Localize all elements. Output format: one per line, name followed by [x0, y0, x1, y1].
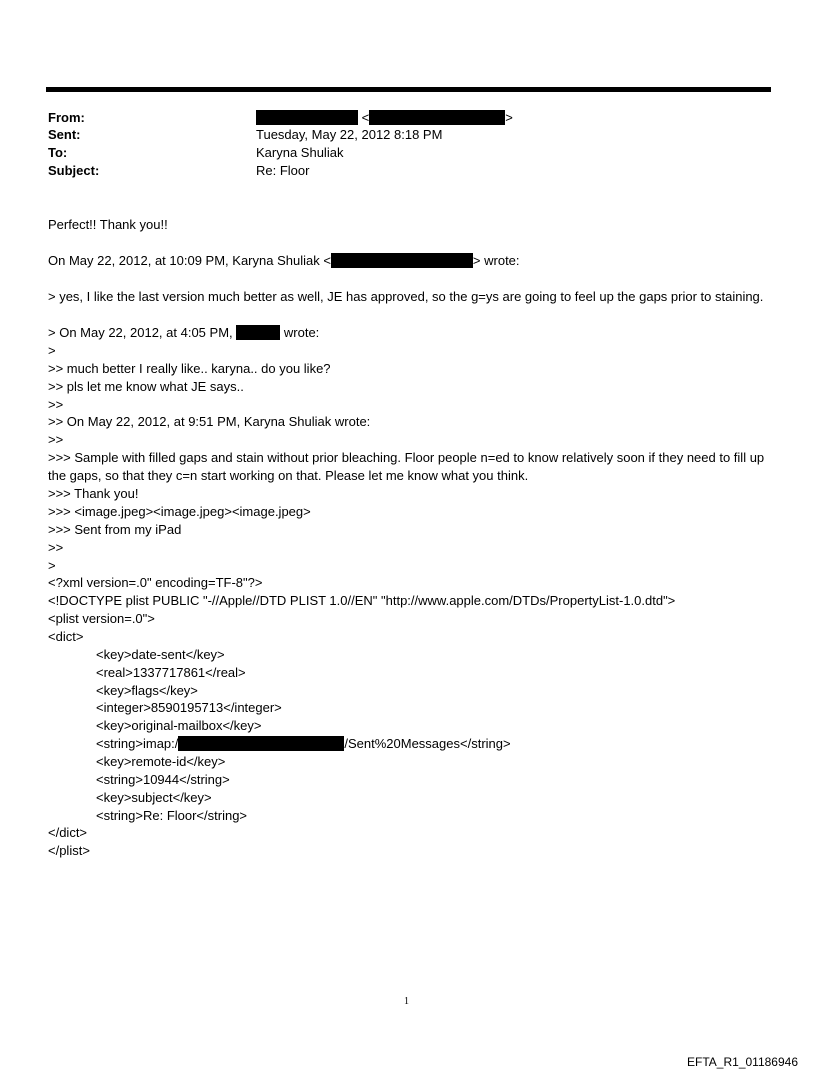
- quoted-line: >> On May 22, 2012, at 9:51 PM, Karyna Shuliak wrote:: [48, 414, 371, 429]
- from-label: From:: [48, 110, 85, 125]
- redaction-box: [236, 325, 280, 340]
- to-value: Karyna Shuliak: [256, 145, 344, 160]
- xml-line: </plist>: [48, 843, 90, 858]
- xml-line: <dict>: [48, 629, 84, 644]
- header-rule: [46, 87, 771, 92]
- xml-line: <string>10944</string>: [96, 772, 230, 787]
- page-number: 1: [404, 996, 409, 1007]
- quoted-line: >>: [48, 540, 64, 555]
- xml-line: <key>date-sent</key>: [96, 647, 225, 662]
- quoted-line: >>> Thank you!: [48, 486, 139, 501]
- redaction-box: [178, 736, 344, 751]
- xml-line: <key>remote-id</key>: [96, 754, 226, 769]
- quoted-line: >: [48, 343, 56, 358]
- quoted-line: >: [48, 558, 56, 573]
- sent-label: Sent:: [48, 127, 81, 142]
- quoted-line: >> much better I really like.. karyna.. do you like?: [48, 361, 331, 376]
- xml-line: <string>imap:/ /Sent%20Messages</string>: [96, 736, 511, 751]
- xml-line: <plist version=.0">: [48, 611, 155, 626]
- quoted-line: >>> Sample with filled gaps and stain without prior bleaching. Floor people n=ed to know relatively soon if they need to fill up the gaps, so that they c=n start working on that. Please let me know what you think.: [48, 450, 765, 483]
- from-value: < >: [256, 109, 513, 127]
- subject-label: Subject:: [48, 163, 100, 178]
- quoted-line: >>: [48, 397, 64, 412]
- document-id: EFTA_R1_01186946: [687, 1055, 798, 1069]
- quoted-line: >>> <image.jpeg><image.jpeg><image.jpeg>: [48, 504, 311, 519]
- xml-line: <key>original-mailbox</key>: [96, 718, 262, 733]
- quoted-line: >> pls let me know what JE says..: [48, 379, 244, 394]
- xml-line: <string>Re: Floor</string>: [96, 808, 248, 823]
- xml-line: </dict>: [48, 825, 88, 840]
- redaction-box: [256, 110, 358, 125]
- redaction-box: [331, 253, 473, 268]
- redaction-box: [369, 110, 505, 125]
- quoted-line: > On May 22, 2012, at 4:05 PM, wrote:: [48, 325, 320, 340]
- xml-line: <!DOCTYPE plist PUBLIC "-//Apple//DTD PLIST 1.0//EN" "http://www.apple.com/DTDs/PropertyList-1.0.dtd">: [48, 593, 676, 608]
- xml-line: <key>flags</key>: [96, 683, 198, 698]
- quoted-line: > yes, I like the last version much better as well, JE has approved, so the g=ys are going to feel up the gaps prior to staining.: [48, 289, 764, 304]
- quoted-line: >>: [48, 432, 64, 447]
- xml-line: <?xml version=.0" encoding=TF-8"?>: [48, 575, 263, 590]
- greeting: Perfect!! Thank you!!: [48, 217, 168, 232]
- xml-line: <integer>8590195713</integer>: [96, 700, 282, 715]
- quoted-line: >>> Sent from my iPad: [48, 522, 182, 537]
- xml-line: <real>1337717861</real>: [96, 665, 246, 680]
- xml-line: <key>subject</key>: [96, 790, 212, 805]
- quote-intro: On May 22, 2012, at 10:09 PM, Karyna Shuliak < > wrote:: [48, 253, 520, 268]
- subject-value: Re: Floor: [256, 163, 310, 178]
- to-label: To:: [48, 145, 68, 160]
- sent-value: Tuesday, May 22, 2012 8:18 PM: [256, 127, 443, 142]
